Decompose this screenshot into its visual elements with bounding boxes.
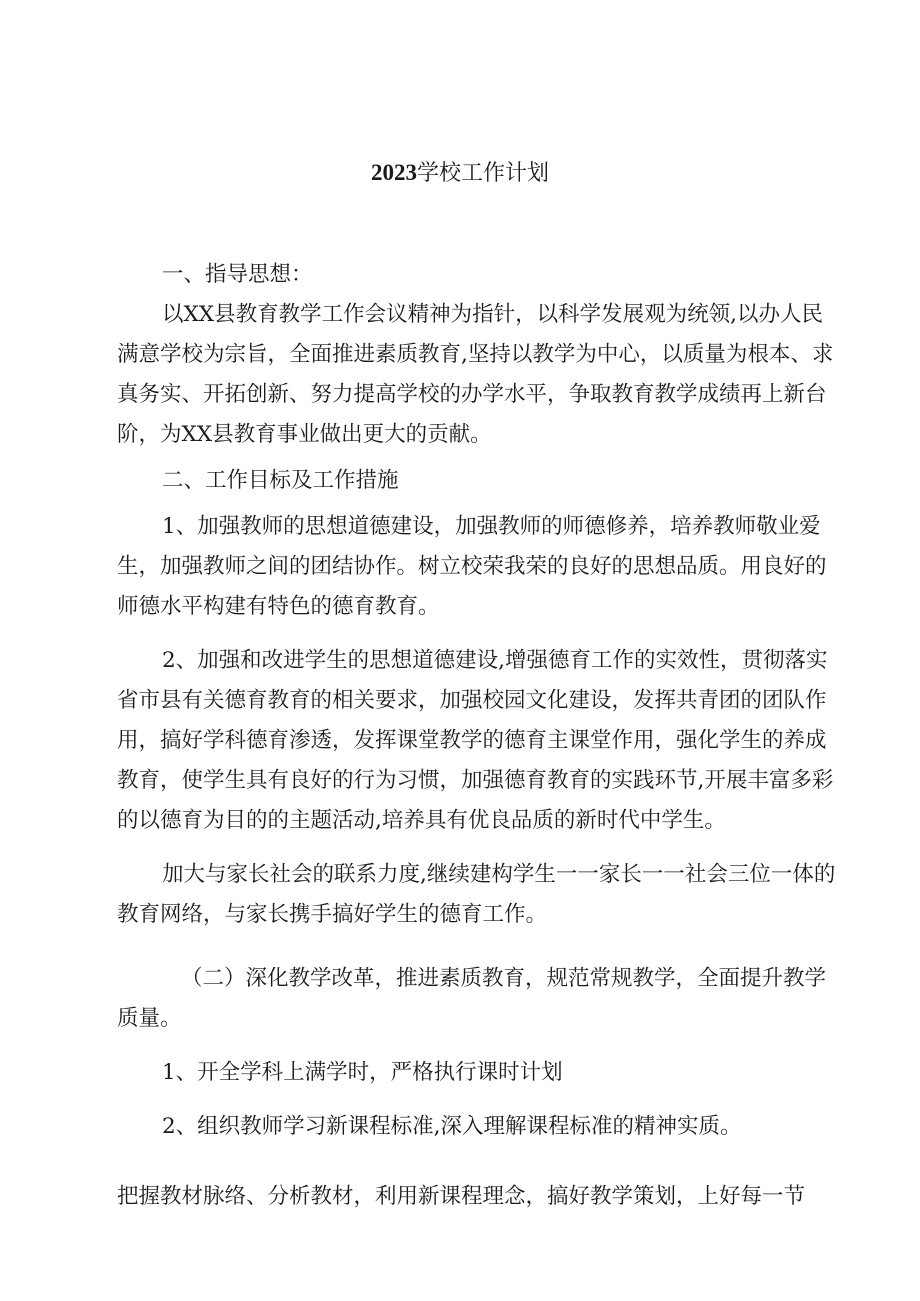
- paragraph-item-2: 2、加强和改进学生的思想道德建设,增强德育工作的实效性，贯彻落实省市县有关德育教育的相关要求，加强校园文化建设，发挥共青团的团队作用，搞好学科德育渗透，发挥课堂教学的德育主课堂作用，强化学生的养成教育，使学生具有良好的行为习惯，加强德育教育的实践环节,开展丰富多彩的以德育为目的的主题活动,培养具有优良品质的新时代中学生。: [117, 648, 834, 833]
- paragraph-guiding-ideology: 以XX县教育教学工作会议精神为指针，以科学发展观为统领,以办人民满意学校为宗旨，全面推进素质教育,坚持以教学为中心，以质量为根本、求真务实、开拓创新、努力提高学校的办学水平，争取教育教学成绩再上新台阶，为XX县教育事业做出更大的贡献。: [117, 302, 834, 447]
- paragraph-textbook-analysis: 把握教材脉络、分析教材，利用新课程理念，搞好教学策划，上好每一节: [117, 1184, 806, 1209]
- section-heading-guiding-ideology: 一、指导思想：: [162, 262, 313, 287]
- document-title: [0, 158, 920, 189]
- paragraph-item-curriculum-standards: 2、组织教师学习新课程标准,深入理解课程标准的精神实质。: [162, 1114, 742, 1139]
- section-heading-teaching-reform: （二）深化教学改革，推进素质教育，规范常规教学，全面提升教学质量。: [117, 966, 827, 1031]
- title-text: 学校工作计划: [416, 161, 549, 186]
- title-year: 2023: [370, 160, 417, 185]
- document-body: [117, 255, 837, 1217]
- paragraph-item-full-curriculum: 1、开全学科上满学时，严格执行课时计划: [162, 1060, 563, 1085]
- paragraph-family-cooperation: 加大与家长社会的联系力度,继续建构学生一一家长一一社会三位一体的教育网络，与家长携手搞好学生的德育工作。: [117, 862, 836, 927]
- section-heading-goals-measures: 二、工作目标及工作措施: [162, 468, 399, 493]
- paragraph-item-1: 1、加强教师的思想道德建设，加强教师的师德修养，培养教师敬业爱生，加强教师之间的团结协作。树立校荣我荣的良好的思想品质。用良好的师德水平构建有特色的德育教育。: [117, 514, 827, 619]
